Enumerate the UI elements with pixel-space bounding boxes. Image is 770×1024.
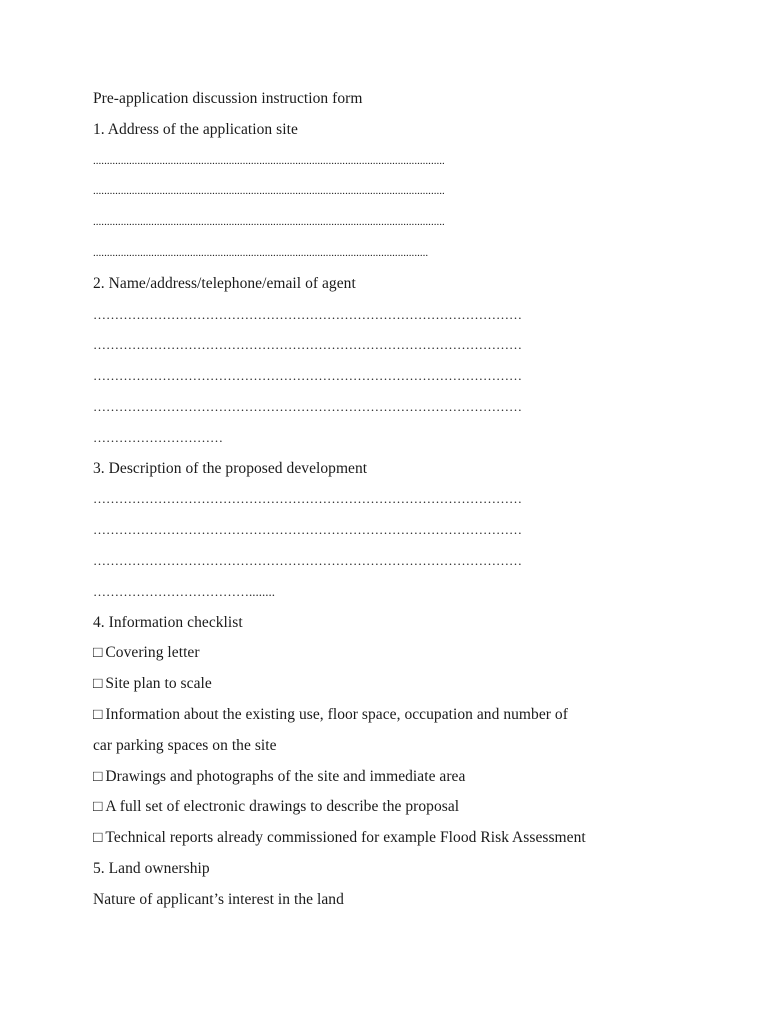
- agent-line-3[interactable]: ………………………………………………………………………………………: [93, 368, 522, 384]
- checkbox-icon[interactable]: □: [93, 705, 103, 723]
- description-line-2[interactable]: ………………………………………………………………………………………: [93, 522, 522, 538]
- checklist-item-label: Covering letter: [105, 644, 200, 662]
- checkbox-icon[interactable]: □: [93, 675, 103, 693]
- checklist-item-label: Site plan to scale: [105, 675, 212, 693]
- checklist-item-label: Drawings and photographs of the site and immediate area: [105, 767, 466, 785]
- checklist-item-technical-reports[interactable]: [93, 827, 683, 858]
- checkbox-icon[interactable]: □: [93, 798, 103, 816]
- description-line-4[interactable]: ………………………………........: [93, 583, 275, 599]
- checklist-item-label: Technical reports already commissioned for example Flood Risk Assessment: [105, 829, 586, 847]
- agent-line-5[interactable]: …………………………: [93, 429, 223, 445]
- address-line-4[interactable]: .........................................................................................................................: [93, 246, 429, 259]
- agent-line-4[interactable]: ………………………………………………………………………………………: [93, 398, 522, 414]
- address-line-2[interactable]: ...............................................................................................................................: [93, 185, 445, 198]
- agent-line-1[interactable]: ………………………………………………………………………………………: [93, 306, 522, 322]
- form-page: [93, 88, 683, 920]
- address-line-1[interactable]: ...............................................................................................................................: [93, 154, 445, 167]
- agent-heading: 2. Name/address/telephone/email of agent: [93, 274, 356, 292]
- checklist-item-existing-use-continuation: car parking spaces on the site: [93, 736, 277, 754]
- checklist-item-drawings-photographs[interactable]: [93, 766, 683, 797]
- checklist-item-electronic-drawings[interactable]: [93, 796, 683, 827]
- checklist-heading: 4. Information checklist: [93, 613, 243, 631]
- ownership-heading: 5. Land ownership: [93, 859, 210, 877]
- form-title: Pre-application discussion instruction form: [93, 90, 363, 107]
- description-heading: 3. Description of the proposed development: [93, 459, 368, 477]
- agent-line-2[interactable]: ………………………………………………………………………………………: [93, 337, 522, 353]
- checkbox-icon[interactable]: □: [93, 644, 103, 662]
- checkbox-icon[interactable]: □: [93, 829, 103, 847]
- address-heading: 1. Address of the application site: [93, 120, 298, 138]
- description-line-3[interactable]: ………………………………………………………………………………………: [93, 552, 522, 568]
- checklist-item-label: A full set of electronic drawings to describe the proposal: [105, 798, 460, 816]
- checklist-item-site-plan[interactable]: [93, 673, 683, 704]
- checklist-item-covering-letter[interactable]: [93, 642, 683, 673]
- checkbox-icon[interactable]: □: [93, 767, 103, 785]
- description-line-1[interactable]: ………………………………………………………………………………………: [93, 491, 522, 507]
- checklist-item-label: Information about the existing use, floor space, occupation and number of: [105, 705, 568, 723]
- address-line-3[interactable]: ...............................................................................................................................: [93, 216, 445, 229]
- ownership-text: Nature of applicant’s interest in the land: [93, 890, 344, 908]
- checklist-item-existing-use[interactable]: [93, 704, 683, 735]
